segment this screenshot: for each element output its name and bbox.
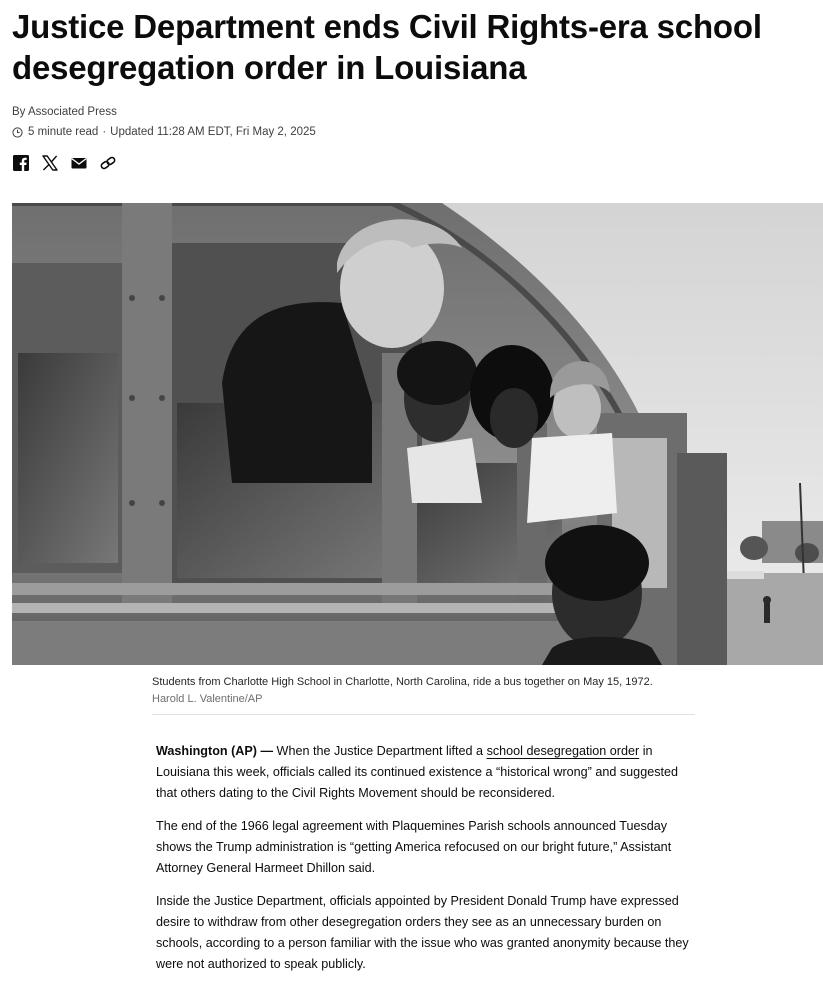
byline: By Associated Press bbox=[12, 106, 117, 118]
article-photo bbox=[12, 203, 823, 665]
article-meta bbox=[12, 126, 316, 138]
paragraph-3: Inside the Justice Department, officials appointed by President Donald Trump have expressed desire to withdraw from other desegregation orders they see as an unnecessary burden on schools, according to a person familiar with the issue who was granted anonymity because they were not authorized to speak publicly. bbox=[156, 894, 689, 971]
paragraph-1-text-b: in Louisiana this week, officials called its continued existence a “historical wrong” and suggested that others dating to the Civil Rights Movement should be reconsidered. bbox=[156, 744, 679, 800]
photo-caption: Students from Charlotte High School in Charlotte, North Carolina, ride a bus together on May 15, 1972. bbox=[152, 676, 653, 688]
caption-divider bbox=[152, 714, 695, 715]
dateline: Washington (AP) — bbox=[156, 744, 274, 758]
read-time: 5 minute read bbox=[28, 126, 99, 138]
clock-icon bbox=[12, 127, 23, 138]
paragraph-2: The end of the 1966 legal agreement with Plaquemines Parish schools announced Tuesday shows the Trump administration is “getting America refocused on our bright future,” Assistant Attorney General Harmeet Dhillon said. bbox=[156, 819, 672, 875]
meta-separator: · bbox=[102, 126, 107, 138]
facebook-icon[interactable] bbox=[12, 154, 30, 172]
updated-timestamp: Updated 11:28 AM EDT, Fri May 2, 2025 bbox=[110, 126, 316, 138]
x-icon[interactable] bbox=[41, 154, 59, 172]
photo-caption-block bbox=[152, 674, 697, 708]
school-desegregation-order-link[interactable]: school desegregation order bbox=[486, 744, 640, 758]
paragraph-1 bbox=[156, 741, 701, 804]
article-body bbox=[156, 741, 701, 987]
paragraph-1-text-a: When the Justice Department lifted a bbox=[273, 744, 487, 758]
article-headline: Justice Department ends Civil Rights-era school desegregation order in Louisiana bbox=[12, 8, 762, 86]
share-bar bbox=[12, 154, 117, 172]
email-icon[interactable] bbox=[70, 154, 88, 172]
link-icon[interactable] bbox=[99, 154, 117, 172]
photo-credit: Harold L. Valentine/AP bbox=[152, 693, 263, 705]
